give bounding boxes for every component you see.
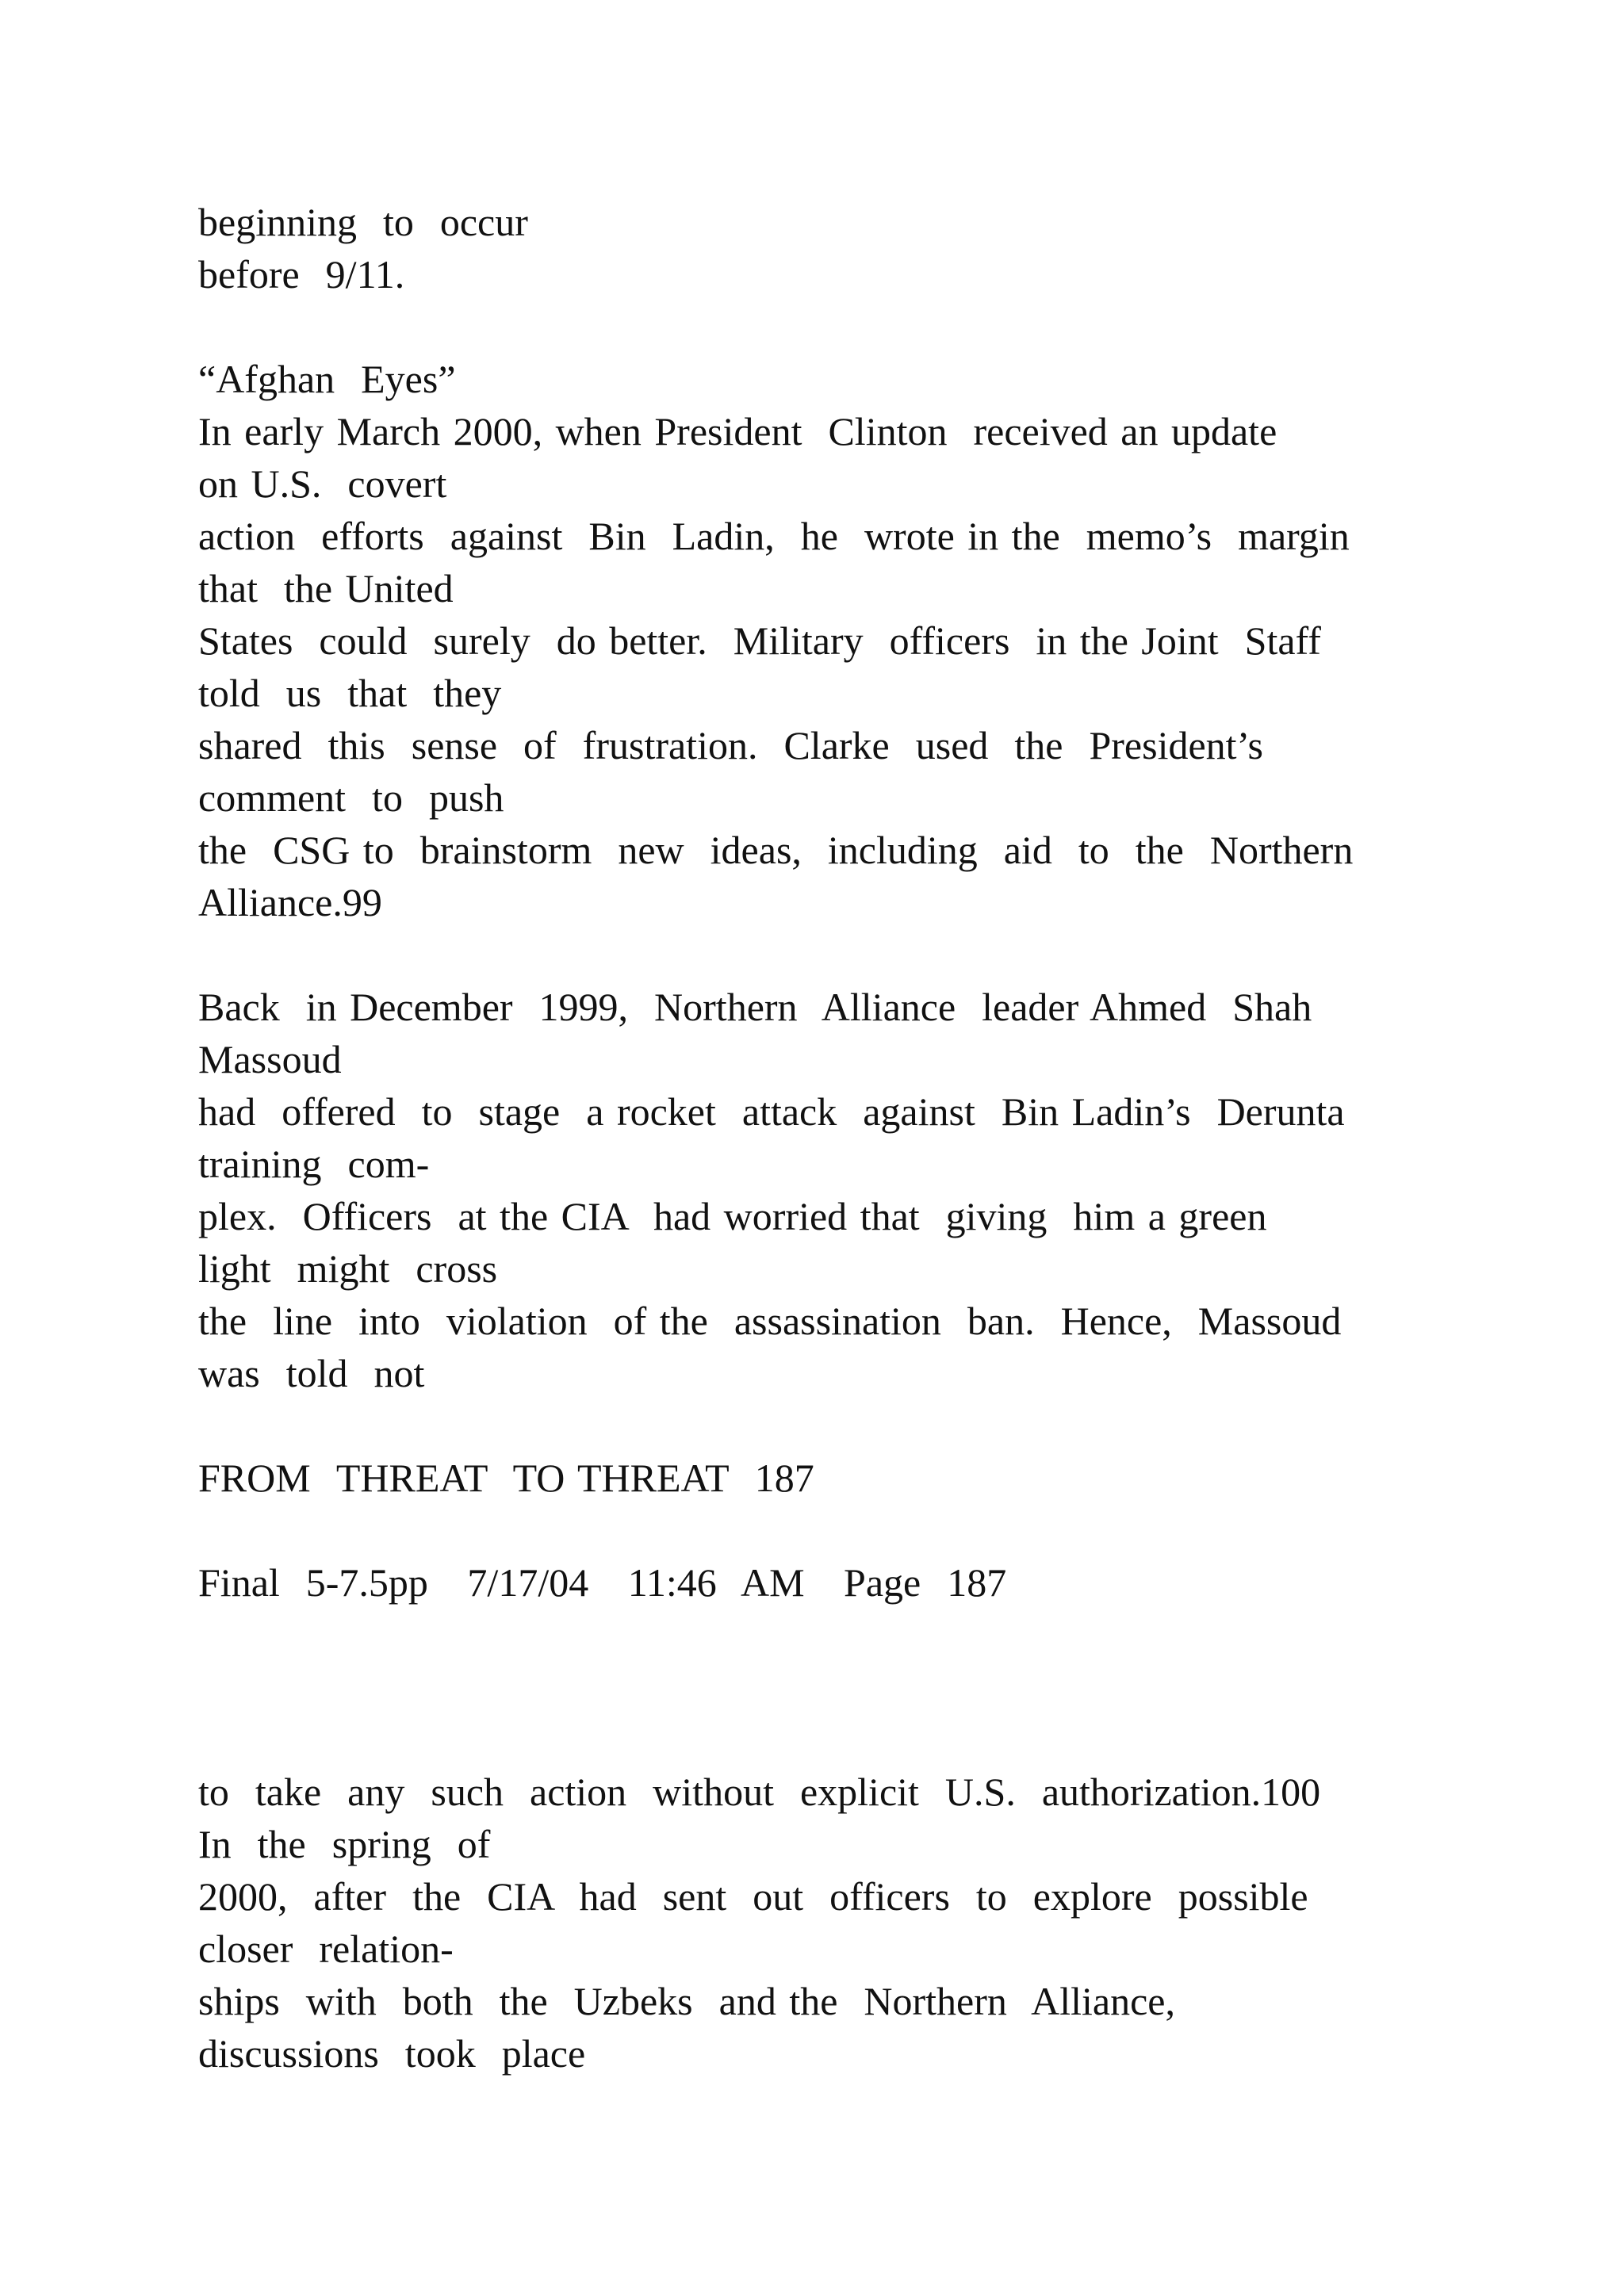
text-line: discussions took place bbox=[198, 2031, 586, 2076]
text-line: Alliance.99 bbox=[198, 880, 382, 924]
text-line: Massoud bbox=[198, 1037, 342, 1081]
text-line: action efforts against Bin Ladin, he wrote in the memo’s margin bbox=[198, 514, 1350, 558]
running-footer: FROM THREAT TO THREAT 187 bbox=[198, 1456, 814, 1500]
text-line: to take any such action without explicit U.S. authorization.100 bbox=[198, 1770, 1321, 1814]
text-line: comment to push bbox=[198, 775, 504, 820]
text-line: was told not bbox=[198, 1351, 425, 1395]
text-line: told us that they bbox=[198, 671, 502, 715]
text-line: the line into violation of the assassination ban. Hence, Massoud bbox=[198, 1299, 1342, 1343]
text-line: on U.S. covert bbox=[198, 461, 447, 506]
text-line: that the United bbox=[198, 566, 454, 610]
text-line: beginning to occur bbox=[198, 200, 528, 244]
section-heading: “Afghan Eyes” bbox=[198, 357, 456, 401]
text-line: closer relation- bbox=[198, 1927, 454, 1971]
text-line: had offered to stage a rocket attack against Bin Ladin’s Derunta bbox=[198, 1089, 1345, 1134]
text-line: In early March 2000, when President Clinton received an update bbox=[198, 409, 1277, 453]
text-line: States could surely do better. Military officers in the Joint Staff bbox=[198, 618, 1321, 663]
text-line: before 9/11. bbox=[198, 252, 405, 297]
text-line: ships with both the Uzbeks and the Northern Alliance, bbox=[198, 1979, 1175, 2023]
text-line: Back in December 1999, Northern Alliance leader Ahmed Shah bbox=[198, 985, 1312, 1029]
text-line: In the spring of bbox=[198, 1822, 491, 1866]
text-line: training com- bbox=[198, 1142, 430, 1186]
print-slug: Final 5-7.5pp 7/17/04 11:46 AM Page 187 bbox=[198, 1560, 1007, 1605]
text-line: shared this sense of frustration. Clarke used the President’s bbox=[198, 723, 1263, 767]
text-line: 2000, after the CIA had sent out officers to explore possible bbox=[198, 1874, 1308, 1919]
text-line: the CSG to brainstorm new ideas, including aid to the Northern bbox=[198, 828, 1354, 872]
text-line: light might cross bbox=[198, 1246, 498, 1291]
text-line: plex. Officers at the CIA had worried that giving him a green bbox=[198, 1194, 1267, 1238]
